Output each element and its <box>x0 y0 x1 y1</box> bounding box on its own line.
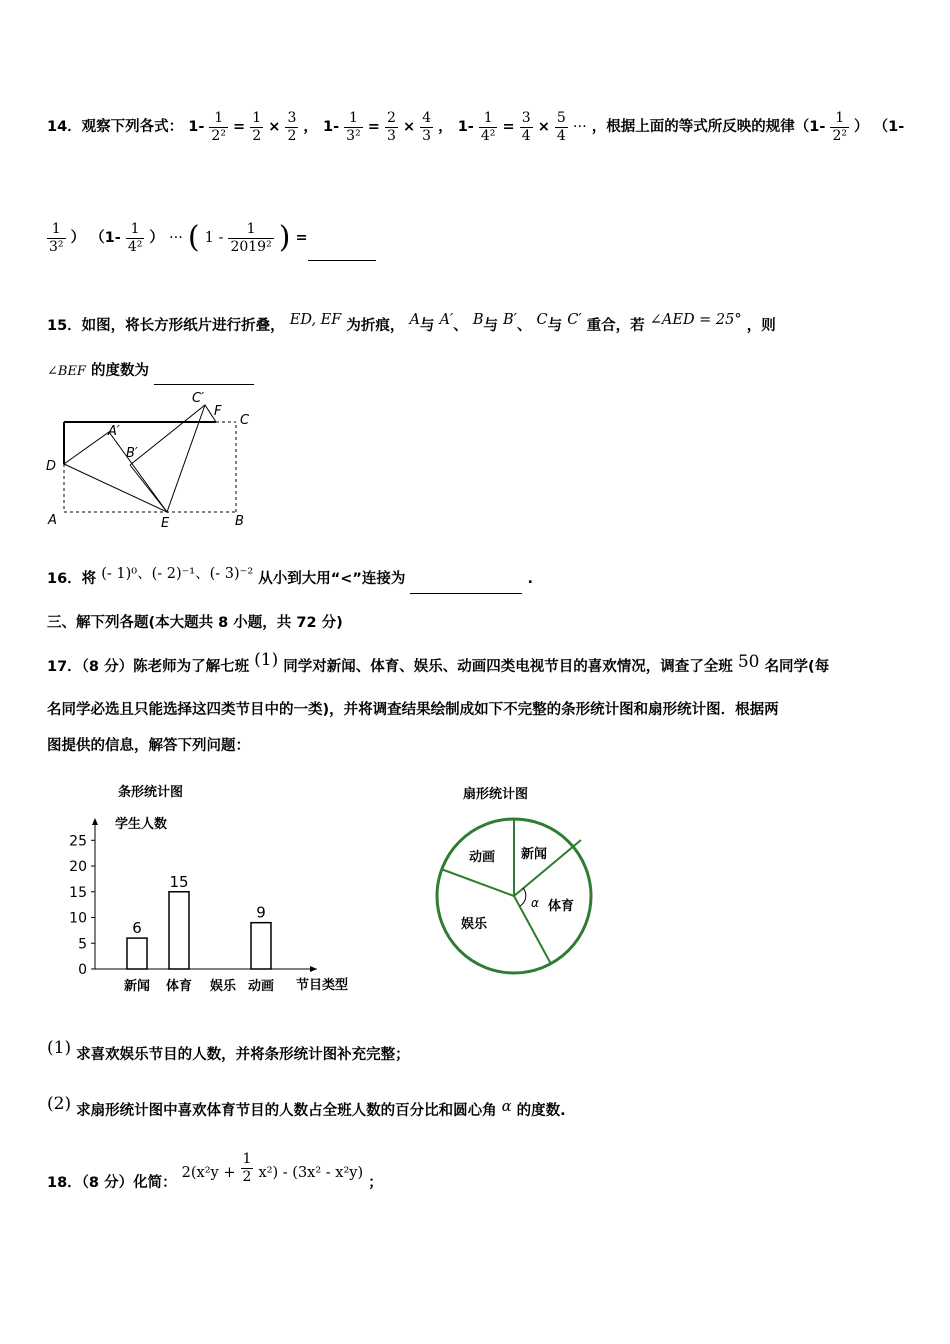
bar-chart-data-label: 9 <box>256 903 266 922</box>
q15-line2: ∠BEF 的度数为 <box>47 358 254 384</box>
bar-chart-category-label: 娱乐 <box>209 979 237 994</box>
pie-divider-left <box>441 869 514 896</box>
q15-lead: 15．如图，将长方形纸片进行折叠， <box>47 318 285 334</box>
q14-answer-blank <box>308 238 376 261</box>
bar-chart-x-arrow <box>310 966 317 972</box>
bar-chart-ytick-label: 20 <box>69 859 87 876</box>
fig-label-B1: B′ <box>126 446 138 461</box>
q14-frac-1: $\frac{1}{\text{2²}}$ <box>211 109 226 144</box>
pie-label-animation: 动画 <box>469 850 496 865</box>
bar-chart-ytick-label: 0 <box>78 962 87 978</box>
bar-chart-category-label: 体育 <box>165 979 193 994</box>
q14-one-minus: 1- <box>188 119 205 135</box>
pie-chart-title: 扇形统计图 <box>463 787 529 802</box>
q16-expr: (- 1)⁰、(- 2)⁻¹、(- 3)⁻² <box>101 566 254 582</box>
fig-label-E: E <box>161 516 170 531</box>
fig-label-F: F <box>214 404 222 419</box>
fig-label-C1: C′ <box>192 391 205 406</box>
bar-chart-category-label: 新闻 <box>123 979 151 994</box>
bar-chart <box>55 780 375 1000</box>
q14-line2: $\frac{1}{\text{3²}}$ ） （1- $\frac{1}{\text{4²}}$ ） ··· ( 1 - $\frac{1}{\text{2019²}}$ ) = <box>47 215 376 261</box>
pie-angle-label: α <box>531 896 539 910</box>
fig-label-A: A <box>48 513 57 528</box>
fig-label-D: D <box>46 459 57 474</box>
fig-label-A1: A′ <box>108 424 120 439</box>
q16-line: 16．将 (- 1)⁰、(- 2)⁻¹、(- 3)⁻² 从小到大用“<”连接为 . <box>47 559 533 589</box>
q17-line2: 名同学必选且只能选择这四类节目中的一类)，并将调查结果绘制成如下不完整的条形统计图和扇形统计图．根据两 <box>47 702 779 718</box>
q14-line1: 14．观察下列各式： 1- $\frac{1}{\text{2²}}$ = $\frac{1}{2}$ × $\frac{3}{2}$ ， 1- $\frac{1}{\text{3²}}$ = $\frac{2}{3}$ × $\frac{4}{3}$ ， 1- $\frac{1}{\text{4²}}$ = $\frac{3}{4}$ × $\frac{5}{4}$ ··· ，根据上面的等式所反映的规律（1- $\frac{1}{\text{2²}}$ ） （1- <box>47 109 905 144</box>
q16-answer-blank <box>410 573 522 594</box>
bar-chart-xlabel: 节目类型 <box>296 978 349 993</box>
q17-part1: (1) 求喜欢娱乐节目的人数，并将条形统计图补充完整； <box>47 1038 410 1063</box>
q15-answer-blank <box>154 366 254 385</box>
q15-angle-given: ∠AED = 25° <box>649 312 742 328</box>
q17-lead: 17．（8 分）陈老师为了解七班 <box>47 659 250 675</box>
q18-line: 18．（8 分）化简： 2(x²y + $\frac{1}{2}$ x²) - (3x² - x²y) ； <box>47 1151 383 1191</box>
bar-chart-category-label: 动画 <box>247 979 275 994</box>
q15-creases: ED, EF <box>289 312 342 328</box>
bar-chart-title: 条形统计图 <box>118 785 184 800</box>
bar-chart-bar <box>127 938 147 969</box>
pie-label-sports: 体育 <box>548 899 575 914</box>
q17-line3: 图提供的信息，解答下列问题： <box>47 738 250 754</box>
bar-chart-ytick-label: 10 <box>69 910 87 927</box>
q15-angle-ask: ∠BEF <box>47 364 86 379</box>
bar-chart-y-arrow <box>92 818 98 825</box>
q15-line1: 15．如图，将长方形纸片进行折叠， ED, EF 为折痕， A与 A′、 B与 B′、 C与 C′ 重合，若 ∠AED = 25° ，则 <box>47 312 776 334</box>
fig-label-C: C <box>240 413 250 428</box>
bar-chart-data-label: 6 <box>132 919 142 938</box>
bar-chart-ylabel: 学生人数 <box>115 817 168 832</box>
fig-label-B: B <box>235 514 244 529</box>
bar-chart-ytick-label: 5 <box>78 936 87 953</box>
q14-lead: 14．观察下列各式： <box>47 119 184 135</box>
q15-figure <box>40 386 270 536</box>
bar-chart-ytick-label: 25 <box>69 833 87 850</box>
q17-part2: (2) 求扇形统计图中喜欢体育节目的人数占全班人数的百分比和圆心角 α 的度数. <box>47 1094 566 1119</box>
pie-label-entertainment: 娱乐 <box>461 917 488 932</box>
q18-lead: 18．（8 分）化简： <box>47 1175 177 1191</box>
pie-label-news: 新闻 <box>521 847 548 862</box>
pie-chart <box>425 780 625 980</box>
q16-lead: 16．将 <box>47 571 97 587</box>
bar-chart-data-label: 15 <box>169 872 189 891</box>
q14-rule-text: ，根据上面的等式所反映的规律（1- <box>591 119 826 135</box>
bar-chart-bar <box>251 923 271 969</box>
section-three-title: 三、解下列各题(本大题共 8 小题，共 72 分) <box>47 615 343 631</box>
bar-chart-ytick-label: 15 <box>69 884 87 901</box>
q17-line1: 17．（8 分）陈老师为了解七班 (1) 同学对新闻、体育、娱乐、动画四类电视节目的喜欢情况，调查了全班 50 名同学(每 <box>47 650 830 675</box>
bar-chart-bar <box>169 892 189 969</box>
